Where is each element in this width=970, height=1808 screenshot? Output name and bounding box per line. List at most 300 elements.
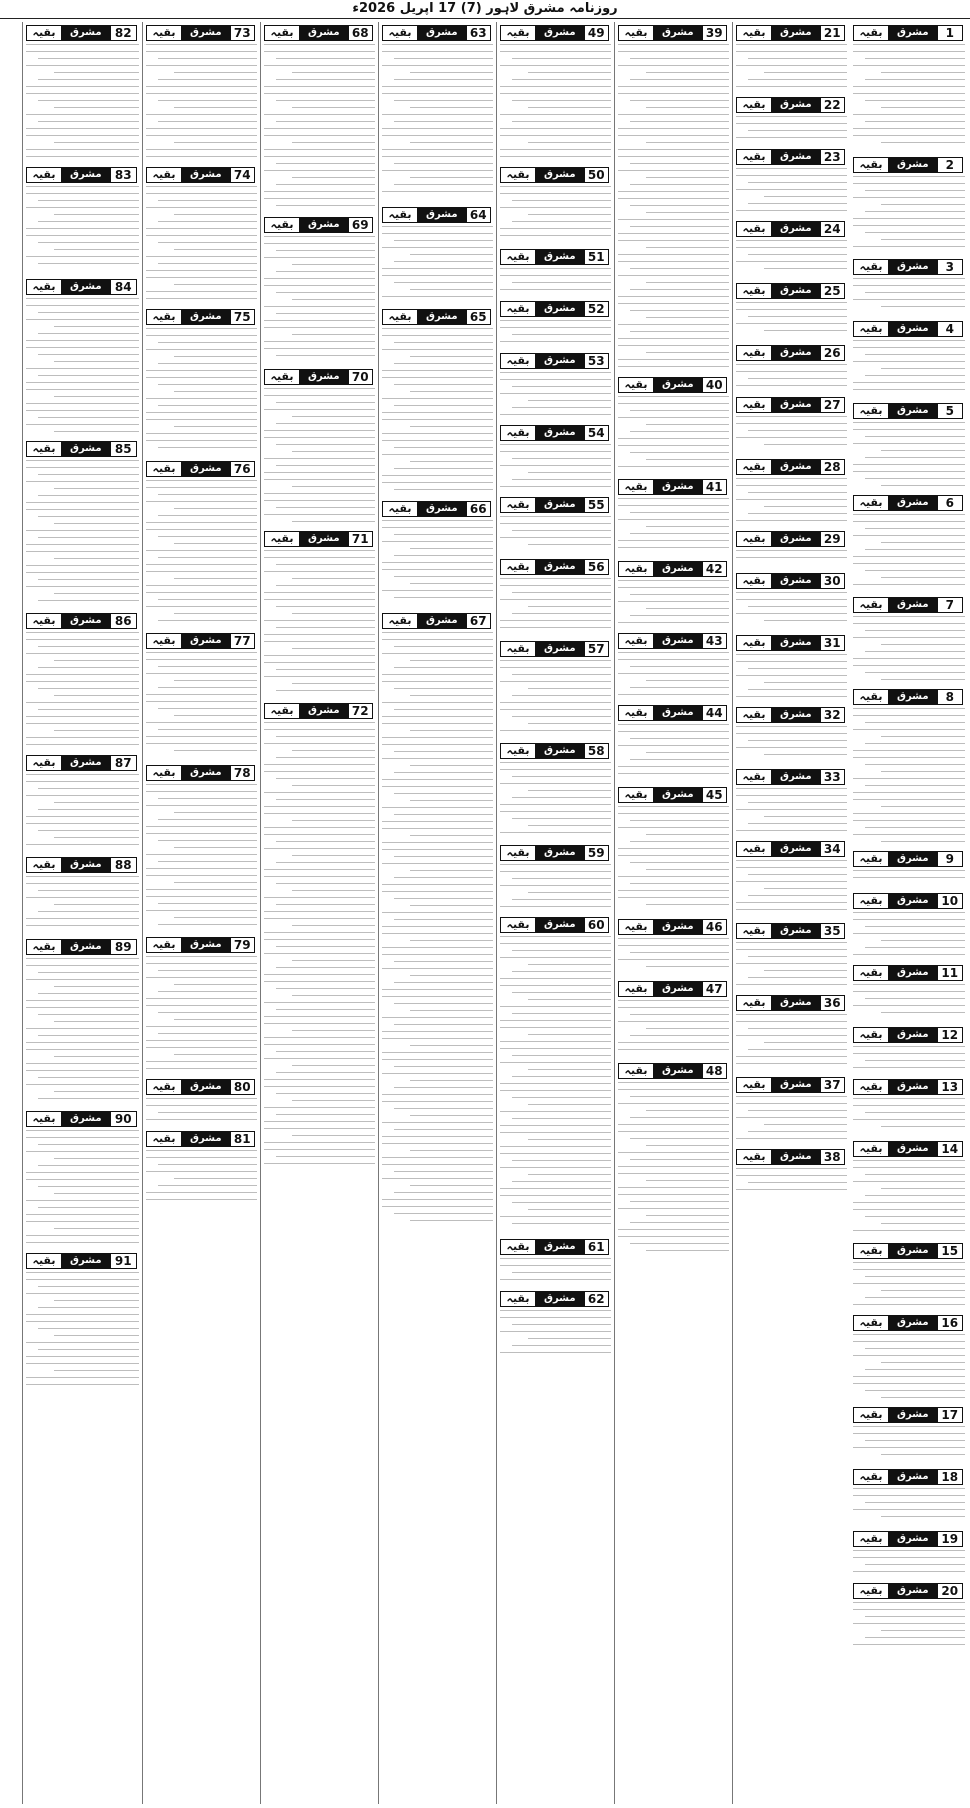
story-text-lines xyxy=(500,936,611,1236)
baqiya-header xyxy=(26,167,139,183)
mashriq-logo: مشرق xyxy=(536,497,584,513)
baqiya-header xyxy=(26,1253,139,1269)
story-text-lines xyxy=(736,168,847,218)
story-number: 46 xyxy=(702,919,727,935)
baqiya-label: بقیہ xyxy=(736,1077,772,1093)
mashriq-logo: مشرق xyxy=(654,705,702,721)
continued-story xyxy=(500,425,611,494)
baqiya-header xyxy=(500,559,611,575)
mashriq-logo: مشرق xyxy=(418,25,466,41)
baqiya-label: بقیہ xyxy=(264,703,300,719)
continued-story xyxy=(853,597,965,686)
story-number: 53 xyxy=(584,353,609,369)
baqiya-header xyxy=(500,301,611,317)
baqiya-label: بقیہ xyxy=(618,479,654,495)
continued-story xyxy=(853,1531,965,1580)
mashriq-logo: مشرق xyxy=(536,743,584,759)
mashriq-logo: مشرق xyxy=(654,633,702,649)
story-text-lines xyxy=(853,1160,965,1240)
story-number: 90 xyxy=(110,1111,137,1127)
baqiya-header xyxy=(500,1239,611,1255)
story-text-lines xyxy=(500,578,611,638)
baqiya-header xyxy=(853,851,965,867)
continued-story xyxy=(500,167,611,246)
baqiya-header xyxy=(736,1149,847,1165)
mashriq-logo: مشرق xyxy=(300,217,348,233)
baqiya-label: بقیہ xyxy=(146,937,182,953)
baqiya-header xyxy=(618,377,729,393)
mashriq-logo: مشرق xyxy=(536,1291,584,1307)
baqiya-header xyxy=(618,25,729,41)
baqiya-label: بقیہ xyxy=(736,397,772,413)
mashriq-logo: مشرق xyxy=(772,149,820,165)
mashriq-logo: مشرق xyxy=(654,919,702,935)
baqiya-header xyxy=(26,279,139,295)
story-number: 65 xyxy=(466,309,491,325)
story-text-lines xyxy=(736,726,847,766)
news-column xyxy=(732,22,850,1804)
baqiya-header xyxy=(853,1315,965,1331)
continued-story xyxy=(736,397,847,456)
mashriq-logo: مشرق xyxy=(418,613,466,629)
story-number: 75 xyxy=(230,309,255,325)
baqiya-header xyxy=(853,1583,965,1599)
story-number: 44 xyxy=(702,705,727,721)
continued-story xyxy=(500,845,611,914)
continued-story xyxy=(618,561,729,630)
story-text-lines xyxy=(26,186,139,276)
baqiya-label: بقیہ xyxy=(264,531,300,547)
story-text-lines xyxy=(853,616,965,686)
story-text-lines xyxy=(853,1602,965,1652)
mashriq-logo: مشرق xyxy=(772,635,820,651)
continued-story xyxy=(853,1315,965,1404)
mashriq-logo: مشرق xyxy=(772,841,820,857)
baqiya-label: بقیہ xyxy=(736,995,772,1011)
continued-story xyxy=(146,765,257,934)
continued-story xyxy=(146,1079,257,1128)
story-text-lines xyxy=(618,806,729,916)
story-number: 10 xyxy=(937,893,963,909)
mashriq-logo: مشرق xyxy=(182,309,230,325)
story-number: 78 xyxy=(230,765,255,781)
baqiya-header xyxy=(736,459,847,475)
story-text-lines xyxy=(264,236,375,366)
story-text-lines xyxy=(26,1130,139,1250)
baqiya-header xyxy=(853,689,965,705)
story-text-lines xyxy=(853,1550,965,1580)
continued-story xyxy=(618,705,729,784)
story-number: 9 xyxy=(937,851,963,867)
continued-story xyxy=(618,1063,729,1262)
baqiya-header xyxy=(146,1131,257,1147)
mashriq-logo: مشرق xyxy=(418,501,466,517)
continued-story xyxy=(500,743,611,842)
mashriq-logo: مشرق xyxy=(889,157,937,173)
story-text-lines xyxy=(500,1310,611,1360)
baqiya-header xyxy=(500,353,611,369)
story-number: 47 xyxy=(702,981,727,997)
story-number: 7 xyxy=(937,597,963,613)
story-number: 50 xyxy=(584,167,609,183)
baqiya-label: بقیہ xyxy=(853,495,889,511)
mashriq-logo: مشرق xyxy=(772,573,820,589)
story-text-lines xyxy=(736,302,847,342)
baqiya-label: بقیہ xyxy=(500,559,536,575)
baqiya-header xyxy=(264,217,375,233)
story-number: 56 xyxy=(584,559,609,575)
mashriq-logo: مشرق xyxy=(536,641,584,657)
continued-story xyxy=(618,919,729,978)
story-number: 18 xyxy=(937,1469,963,1485)
mashriq-logo: مشرق xyxy=(62,939,110,955)
story-number: 61 xyxy=(584,1239,609,1255)
continued-story xyxy=(500,497,611,556)
continued-story xyxy=(382,207,493,306)
story-text-lines xyxy=(736,1096,847,1146)
story-text-lines xyxy=(146,328,257,458)
baqiya-header xyxy=(500,641,611,657)
continued-story xyxy=(26,857,139,936)
baqiya-label: بقیہ xyxy=(853,403,889,419)
baqiya-label: بقیہ xyxy=(853,965,889,981)
continued-story xyxy=(736,995,847,1074)
baqiya-header xyxy=(853,893,965,909)
mashriq-logo: مشرق xyxy=(772,345,820,361)
story-number: 82 xyxy=(110,25,137,41)
story-text-lines xyxy=(382,226,493,306)
story-number: 62 xyxy=(584,1291,609,1307)
baqiya-header xyxy=(853,1079,965,1095)
story-text-lines xyxy=(853,984,965,1024)
story-number: 6 xyxy=(937,495,963,511)
continued-story xyxy=(736,531,847,570)
baqiya-label: بقیہ xyxy=(853,1583,889,1599)
story-text-lines xyxy=(853,278,965,318)
baqiya-header xyxy=(26,755,139,771)
baqiya-header xyxy=(853,1531,965,1547)
baqiya-header xyxy=(26,1111,139,1127)
story-text-lines xyxy=(736,1168,847,1198)
story-text-lines xyxy=(618,938,729,978)
mashriq-logo: مشرق xyxy=(536,1239,584,1255)
baqiya-header xyxy=(736,923,847,939)
story-text-lines xyxy=(264,388,375,528)
mashriq-logo: مشرق xyxy=(654,25,702,41)
story-text-lines xyxy=(618,44,729,374)
story-text-lines xyxy=(382,328,493,498)
mashriq-logo: مشرق xyxy=(300,531,348,547)
story-number: 71 xyxy=(348,531,373,547)
continued-story xyxy=(26,1111,139,1250)
baqiya-label: بقیہ xyxy=(382,25,418,41)
story-text-lines xyxy=(26,958,139,1108)
continued-story xyxy=(853,321,965,400)
story-number: 28 xyxy=(820,459,845,475)
baqiya-label: بقیہ xyxy=(500,425,536,441)
continued-story xyxy=(26,939,139,1108)
baqiya-header xyxy=(736,25,847,41)
story-text-lines xyxy=(382,632,493,1232)
baqiya-label: بقیہ xyxy=(146,765,182,781)
story-number: 84 xyxy=(110,279,137,295)
baqiya-header xyxy=(853,259,965,275)
mashriq-logo: مشرق xyxy=(536,845,584,861)
baqiya-header xyxy=(736,149,847,165)
story-text-lines xyxy=(146,44,257,164)
story-text-lines xyxy=(146,652,257,762)
continued-story xyxy=(853,1583,965,1652)
story-number: 83 xyxy=(110,167,137,183)
mashriq-logo: مشرق xyxy=(536,425,584,441)
mashriq-logo: مشرق xyxy=(62,25,110,41)
baqiya-label: بقیہ xyxy=(26,1253,62,1269)
continued-story xyxy=(618,787,729,916)
mashriq-logo: مشرق xyxy=(889,1531,937,1547)
baqiya-label: بقیہ xyxy=(618,981,654,997)
baqiya-header xyxy=(264,369,375,385)
story-text-lines xyxy=(736,550,847,570)
baqiya-header xyxy=(853,403,965,419)
baqiya-label: بقیہ xyxy=(26,939,62,955)
story-number: 73 xyxy=(230,25,255,41)
mashriq-logo: مشرق xyxy=(772,459,820,475)
news-column xyxy=(142,22,260,1804)
story-text-lines xyxy=(500,268,611,298)
story-number: 34 xyxy=(820,841,845,857)
mashriq-logo: مشرق xyxy=(889,1407,937,1423)
continued-story xyxy=(853,259,965,318)
baqiya-label: بقیہ xyxy=(146,633,182,649)
continued-story xyxy=(618,633,729,702)
mashriq-logo: مشرق xyxy=(300,25,348,41)
baqiya-header xyxy=(853,157,965,173)
baqiya-label: بقیہ xyxy=(146,167,182,183)
continued-story xyxy=(146,167,257,306)
story-number: 31 xyxy=(820,635,845,651)
baqiya-header xyxy=(618,561,729,577)
mashriq-logo: مشرق xyxy=(772,707,820,723)
mashriq-logo: مشرق xyxy=(889,965,937,981)
mashriq-logo: مشرق xyxy=(889,1027,937,1043)
mashriq-logo: مشرق xyxy=(772,97,820,113)
continued-story xyxy=(382,501,493,610)
baqiya-header xyxy=(736,635,847,651)
story-text-lines xyxy=(736,44,847,94)
baqiya-header xyxy=(264,703,375,719)
continued-story xyxy=(618,25,729,374)
baqiya-label: بقیہ xyxy=(618,919,654,935)
mashriq-logo: مشرق xyxy=(62,1111,110,1127)
story-number: 19 xyxy=(937,1531,963,1547)
continued-story xyxy=(618,479,729,558)
story-number: 20 xyxy=(937,1583,963,1599)
baqiya-label: بقیہ xyxy=(500,249,536,265)
baqiya-label: بقیہ xyxy=(853,1407,889,1423)
baqiya-label: بقیہ xyxy=(853,321,889,337)
continued-story xyxy=(500,301,611,350)
baqiya-header xyxy=(853,495,965,511)
story-number: 70 xyxy=(348,369,373,385)
mashriq-logo: مشرق xyxy=(889,495,937,511)
baqiya-label: بقیہ xyxy=(618,561,654,577)
baqiya-header xyxy=(26,25,139,41)
story-number: 40 xyxy=(702,377,727,393)
baqiya-label: بقیہ xyxy=(736,97,772,113)
mashriq-logo: مشرق xyxy=(654,981,702,997)
baqiya-label: بقیہ xyxy=(853,1315,889,1331)
mashriq-logo: مشرق xyxy=(654,377,702,393)
story-number: 2 xyxy=(937,157,963,173)
story-number: 41 xyxy=(702,479,727,495)
continued-story xyxy=(618,981,729,1060)
baqiya-header xyxy=(146,633,257,649)
mashriq-logo: مشرق xyxy=(536,25,584,41)
story-number: 45 xyxy=(702,787,727,803)
continued-story xyxy=(853,1141,965,1240)
story-text-lines xyxy=(618,652,729,702)
baqiya-header xyxy=(736,1077,847,1093)
baqiya-header xyxy=(853,965,965,981)
story-text-lines xyxy=(736,116,847,146)
mashriq-logo: مشرق xyxy=(62,755,110,771)
story-text-lines xyxy=(618,498,729,558)
baqiya-header xyxy=(853,1141,965,1157)
story-text-lines xyxy=(146,1098,257,1128)
story-text-lines xyxy=(146,1150,257,1210)
story-number: 79 xyxy=(230,937,255,953)
mashriq-logo: مشرق xyxy=(772,531,820,547)
story-number: 32 xyxy=(820,707,845,723)
story-text-lines xyxy=(500,660,611,740)
story-number: 63 xyxy=(466,25,491,41)
story-number: 88 xyxy=(110,857,137,873)
story-text-lines xyxy=(853,340,965,400)
continued-story xyxy=(736,635,847,704)
baqiya-header xyxy=(264,25,375,41)
baqiya-label: بقیہ xyxy=(146,461,182,477)
baqiya-label: بقیہ xyxy=(736,707,772,723)
mashriq-logo: مشرق xyxy=(418,207,466,223)
continued-story xyxy=(853,157,965,256)
story-number: 25 xyxy=(820,283,845,299)
story-text-lines xyxy=(500,186,611,246)
baqiya-header xyxy=(618,479,729,495)
baqiya-label: بقیہ xyxy=(382,613,418,629)
baqiya-header xyxy=(382,613,493,629)
story-number: 17 xyxy=(937,1407,963,1423)
continued-story xyxy=(146,1131,257,1210)
mashriq-logo: مشرق xyxy=(889,403,937,419)
story-number: 33 xyxy=(820,769,845,785)
baqiya-label: بقیہ xyxy=(146,1131,182,1147)
baqiya-label: بقیہ xyxy=(500,743,536,759)
baqiya-label: بقیہ xyxy=(618,705,654,721)
mashriq-logo: مشرق xyxy=(62,613,110,629)
continued-story xyxy=(500,917,611,1236)
continued-story xyxy=(146,461,257,630)
baqiya-header xyxy=(736,345,847,361)
story-text-lines xyxy=(146,480,257,630)
mashriq-logo: مشرق xyxy=(772,769,820,785)
baqiya-header xyxy=(382,207,493,223)
continued-story xyxy=(264,703,375,1172)
baqiya-label: بقیہ xyxy=(736,345,772,361)
baqiya-header xyxy=(382,309,493,325)
story-number: 76 xyxy=(230,461,255,477)
continued-story xyxy=(26,279,139,438)
continued-story xyxy=(382,25,493,204)
continued-story xyxy=(26,167,139,276)
mashriq-logo: مشرق xyxy=(889,1583,937,1599)
baqiya-header xyxy=(26,857,139,873)
baqiya-label: بقیہ xyxy=(736,573,772,589)
mashriq-logo: مشرق xyxy=(772,995,820,1011)
story-number: 81 xyxy=(230,1131,255,1147)
continued-story xyxy=(853,1079,965,1138)
baqiya-header xyxy=(853,1027,965,1043)
baqiya-label: بقیہ xyxy=(500,1239,536,1255)
baqiya-label: بقیہ xyxy=(500,167,536,183)
mashriq-logo: مشرق xyxy=(889,1079,937,1095)
story-text-lines xyxy=(736,478,847,528)
continued-story xyxy=(736,283,847,342)
story-text-lines xyxy=(618,724,729,784)
story-text-lines xyxy=(736,942,847,992)
continued-story xyxy=(500,559,611,638)
story-text-lines xyxy=(618,1000,729,1060)
baqiya-label: بقیہ xyxy=(853,259,889,275)
story-number: 39 xyxy=(702,25,727,41)
mashriq-logo: مشرق xyxy=(772,221,820,237)
story-text-lines xyxy=(26,876,139,936)
mashriq-logo: مشرق xyxy=(772,1149,820,1165)
mashriq-logo: مشرق xyxy=(182,633,230,649)
newspaper-masthead: روزنامہ مشرق لاہور (7) 17 اپریل 2026ء xyxy=(0,0,970,19)
baqiya-label: بقیہ xyxy=(500,353,536,369)
story-number: 35 xyxy=(820,923,845,939)
baqiya-header xyxy=(736,221,847,237)
continued-story xyxy=(853,1469,965,1528)
continued-story xyxy=(853,689,965,848)
baqiya-header xyxy=(618,1063,729,1079)
story-text-lines xyxy=(146,186,257,306)
story-text-lines xyxy=(618,396,729,476)
baqiya-label: بقیہ xyxy=(500,845,536,861)
continued-story xyxy=(264,369,375,528)
continued-story xyxy=(853,893,965,962)
baqiya-label: بقیہ xyxy=(853,1531,889,1547)
baqiya-header xyxy=(146,309,257,325)
baqiya-label: بقیہ xyxy=(26,441,62,457)
baqiya-header xyxy=(500,743,611,759)
story-number: 91 xyxy=(110,1253,137,1269)
story-text-lines xyxy=(382,520,493,610)
baqiya-header xyxy=(853,1243,965,1259)
story-number: 85 xyxy=(110,441,137,457)
mashriq-logo: مشرق xyxy=(62,279,110,295)
story-text-lines xyxy=(736,240,847,280)
baqiya-header xyxy=(853,1469,965,1485)
continued-story xyxy=(736,769,847,838)
mashriq-logo: مشرق xyxy=(889,1469,937,1485)
story-text-lines xyxy=(264,722,375,1172)
story-text-lines xyxy=(26,298,139,438)
baqiya-label: بقیہ xyxy=(26,279,62,295)
baqiya-header xyxy=(736,707,847,723)
story-number: 60 xyxy=(584,917,609,933)
baqiya-label: بقیہ xyxy=(500,301,536,317)
